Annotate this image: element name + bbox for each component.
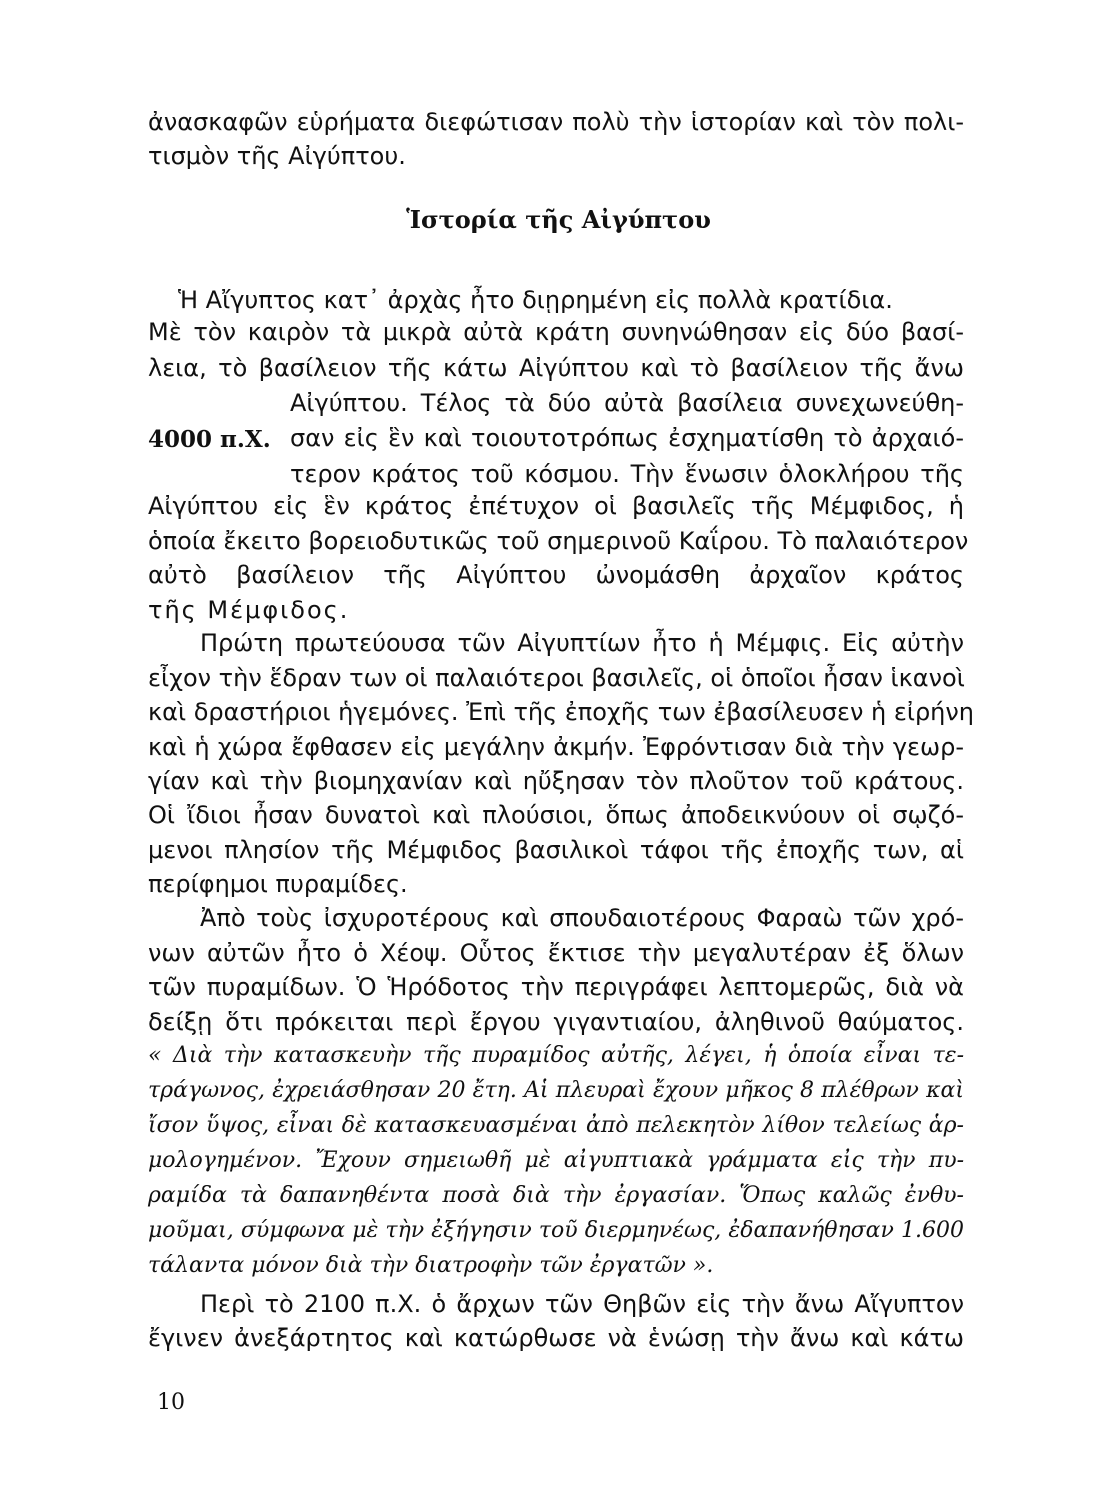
text-line: καὶ ἡ χώρα ἔφθασεν εἰς μεγάλην ἀκμήν. Ἐφρόντισαν διὰ τὴν γεωρ- — [148, 733, 964, 761]
quote-line: τράγωνος, ἐχρειάσθησαν 20 ἔτη. Αἱ πλευραὶ ἔχουν μῆκος 8 πλέθρων καὶ — [148, 1078, 964, 1103]
text-line: Ἀπὸ τοὺς ἰσχυροτέρους καὶ σπουδαιοτέρους Φαραὼ τῶν χρό- — [200, 904, 964, 932]
text-line: ἀνασκαφῶν εὑρήματα διεφώτισαν πολὺ τὴν ἱστορίαν καὶ τὸν πολι- — [148, 108, 964, 136]
text-line: λεια, τὸ βασίλειον τῆς κάτω Αἰγύπτου καὶ τὸ βασίλειον τῆς ἄνω — [148, 354, 964, 382]
quote-line: μοῦμαι, σύμφωνα μὲ τὴν ἐξήγησιν τοῦ διερμηνέως, ἐδαπανήθησαν 1.600 — [148, 1218, 964, 1243]
quote-line: ἴσον ὕψος, εἶναι δὲ κατασκευασμέναι ἀπὸ πελεκητὸν λίθον τελείως ἁρ- — [148, 1113, 964, 1138]
text-line: γίαν καὶ τὴν βιομηχανίαν καὶ ηὔξησαν τὸν πλοῦτον τοῦ κράτους. — [148, 767, 964, 795]
text-line: Αἰγύπτου. Τέλος τὰ δύο αὐτὰ βασίλεια συνεχωνεύθη- — [290, 389, 964, 417]
text-line: εἶχον τὴν ἕδραν των οἱ παλαιότεροι βασιλεῖς, οἱ ὁποῖοι ἦσαν ἱκανοὶ — [148, 664, 965, 692]
text-line: Πρώτη πρωτεύουσα τῶν Αἰγυπτίων ἦτο ἡ Μέμφις. Εἰς αὐτὴν — [200, 629, 964, 657]
text-line: ὁποία ἔκειτο βορειοδυτικῶς τοῦ σημερινοῦ Καΐρου. Τὸ παλαιότερον — [148, 527, 969, 555]
text-line: δείξῃ ὅτι πρόκειται περὶ ἔργου γιγαντιαίου, ἀληθινοῦ θαύματος. — [148, 1008, 964, 1036]
text-line: Αἰγύπτου εἰς ἓν κράτος ἐπέτυχον οἱ βασιλεῖς τῆς Μέμφιδος, ἡ — [148, 492, 964, 520]
margin-date: 4000 π.Χ. — [148, 426, 271, 453]
text-line: τῆς Μέμφιδος. — [148, 596, 350, 624]
quote-line: τάλαντα μόνον διὰ τὴν διατροφὴν τῶν ἐργατῶν ». — [148, 1253, 714, 1278]
text-line: Περὶ τὸ 2100 π.Χ. ὁ ἄρχων τῶν Θηβῶν εἰς τὴν ἄνω Αἴγυπτον — [200, 1290, 964, 1318]
text-line: ἔγινεν ἀνεξάρτητος καὶ κατώρθωσε νὰ ἑνώσῃ τὴν ἄνω καὶ κάτω — [148, 1324, 964, 1352]
text-line: Ἡ Αἴγυπτος κατ᾽ ἀρχὰς ἦτο διῃρημένη εἰς πολλὰ κρατίδια. — [178, 286, 893, 314]
text-line: τερον κράτος τοῦ κόσμου. Τὴν ἕνωσιν ὁλοκλήρου τῆς — [290, 460, 964, 488]
text-line: νων αὐτῶν ἦτο ὁ Χέοψ. Οὗτος ἔκτισε τὴν μεγαλυτέραν ἐξ ὅλων — [148, 939, 964, 967]
text-line: περίφημοι πυραμίδες. — [148, 870, 408, 898]
text-line: μενοι πλησίον τῆς Μέμφιδος βασιλικοὶ τάφοι τῆς ἐποχῆς των, αἱ — [148, 836, 964, 864]
text-line: Οἱ ἴδιοι ἦσαν δυνατοὶ καὶ πλούσιοι, ὅπως ἀποδεικνύουν οἱ σῳζό- — [148, 801, 964, 829]
text-line: τισμὸν τῆς Αἰγύπτου. — [148, 142, 406, 170]
text-line: τῶν πυραμίδων. Ὁ Ἡρόδοτος τὴν περιγράφει λεπτομερῶς, διὰ νὰ — [148, 973, 964, 1001]
text-line: αὐτὸ βασίλειον τῆς Αἰγύπτου ὠνομάσθη ἀρχαῖον κράτος — [148, 561, 964, 589]
section-heading: Ἱστορία τῆς Αἰγύπτου — [406, 205, 711, 234]
text-line: καὶ δραστήριοι ἡγεμόνες. Ἐπὶ τῆς ἐποχῆς των ἐβασίλευσεν ἡ εἰρήνη — [148, 698, 975, 726]
quote-line: « Διὰ τὴν κατασκευὴν τῆς πυραμίδος αὐτῆς, λέγει, ἡ ὁποία εἶναι τε- — [148, 1043, 964, 1068]
quote-line: ραμίδα τὰ δαπανηθέντα ποσὰ διὰ τὴν ἐργασίαν. Ὅπως καλῶς ἐνθυ- — [148, 1183, 964, 1208]
quote-line: μολογημένον. Ἔχουν σημειωθῆ μὲ αἰγυπτιακὰ γράμματα εἰς τὴν πυ- — [148, 1148, 964, 1173]
text-line: Μὲ τὸν καιρὸν τὰ μικρὰ αὐτὰ κράτη συνηνώθησαν εἰς δύο βασί- — [148, 318, 964, 346]
text-line: σαν εἰς ἓν καὶ τοιουτοτρόπως ἐσχηματίσθη τὸ ἀρχαιό- — [290, 424, 964, 452]
page-number: 10 — [157, 1390, 185, 1415]
